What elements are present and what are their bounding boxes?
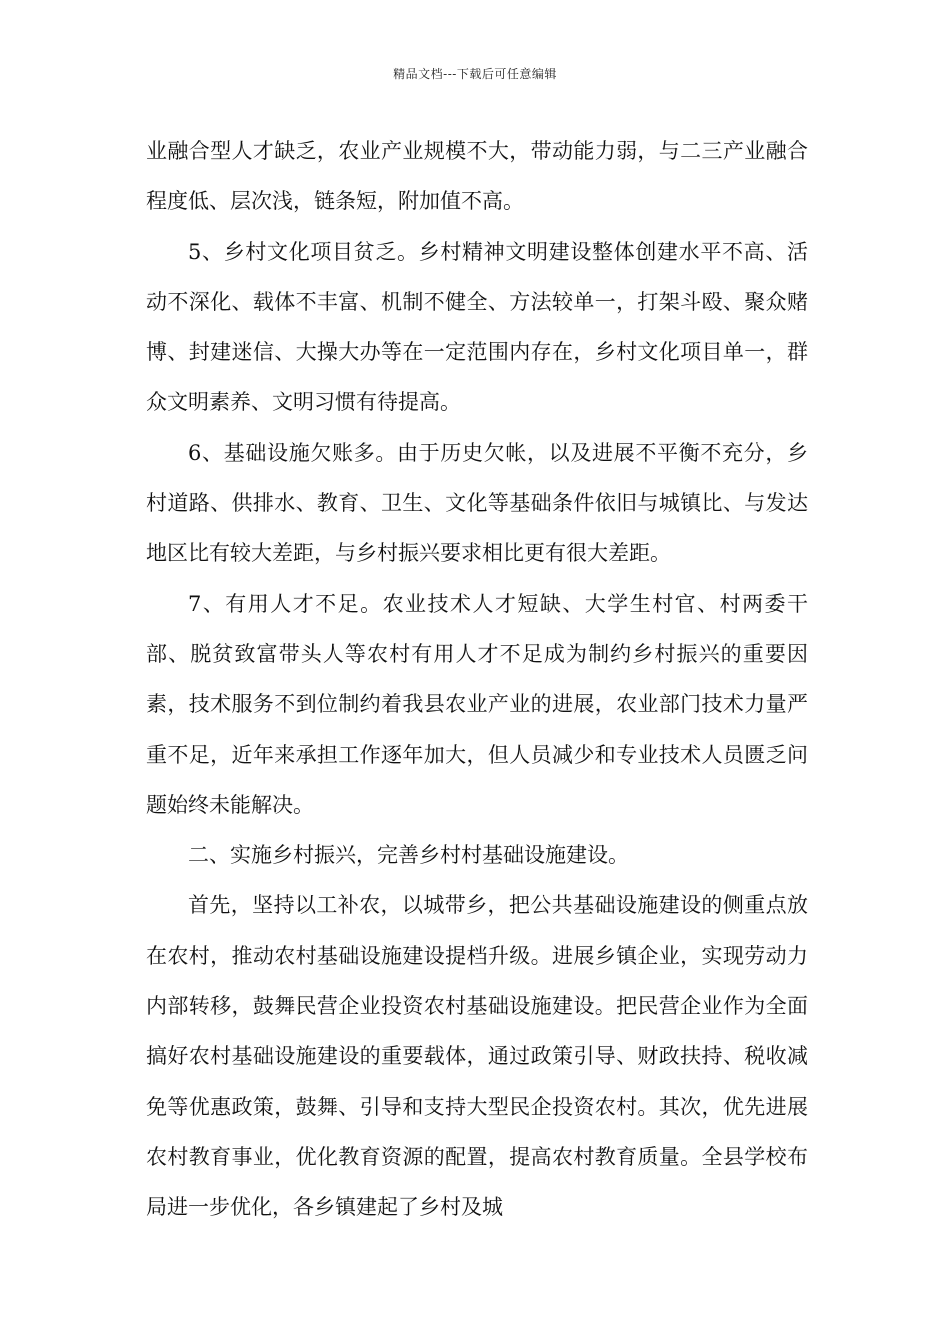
section-heading: 二、实施乡村振兴，完善乡村村基础设施建设。 (188, 843, 629, 868)
paragraph-item-5: 5、乡村文化项目贫乏。乡村精神文明建设整体创建水平不高、活动不深化、载体不丰富、机制不健全、方法较单一，打架斗殴、聚众赌博、封建迷信、大操大办等在一定范围内存在，乡村文化项目单一，群众文明素养、文明习惯有待提高。 (146, 239, 808, 415)
paragraph-item-7: 7、有用人才不足。农业技术人才短缺、大学生村官、村两委干部、脱贫致富带头人等农村有用人才不足成为制约乡村振兴的重要因素，技术服务不到位制约着我县农业产业的进展，农业部门技术力量严重不足，近年来承担工作逐年加大，但人员减少和专业技术人员匮乏问题始终未能解决。 (146, 591, 808, 817)
paragraph-body: 首先，坚持以工补农，以城带乡，把公共基础设施建设的侧重点放在农村，推动农村基础设施建设提档升级。进展乡镇企业，实现劳动力内部转移，鼓舞民营企业投资农村基础设施建设。把民营企业作为全面搞好农村基础设施建设的重要载体，通过政策引导、财政扶持、税收减免等优惠政策，鼓舞、引导和支持大型民企投资农村。其次，优先进展农村教育事业，优化教育资源的配置，提高农村教育质量。全县学校布局进一步优化，各乡镇建起了乡村及城 (146, 893, 808, 1220)
paragraph-item-6: 6、基础设施欠账多。由于历史欠帐，以及进展不平衡不充分，乡村道路、供排水、教育、卫生、文化等基础条件依旧与城镇比、与发达地区比有较大差距，与乡村振兴要求相比更有很大差距。 (146, 440, 808, 566)
document-body (146, 126, 808, 1233)
paragraph-continuation: 业融合型人才缺乏，农业产业规模不大，带动能力弱，与二三产业融合程度低、层次浅，链条短，附加值不高。 (146, 139, 808, 214)
page-header: 精品文档---下载后可任意编辑 (393, 67, 557, 81)
